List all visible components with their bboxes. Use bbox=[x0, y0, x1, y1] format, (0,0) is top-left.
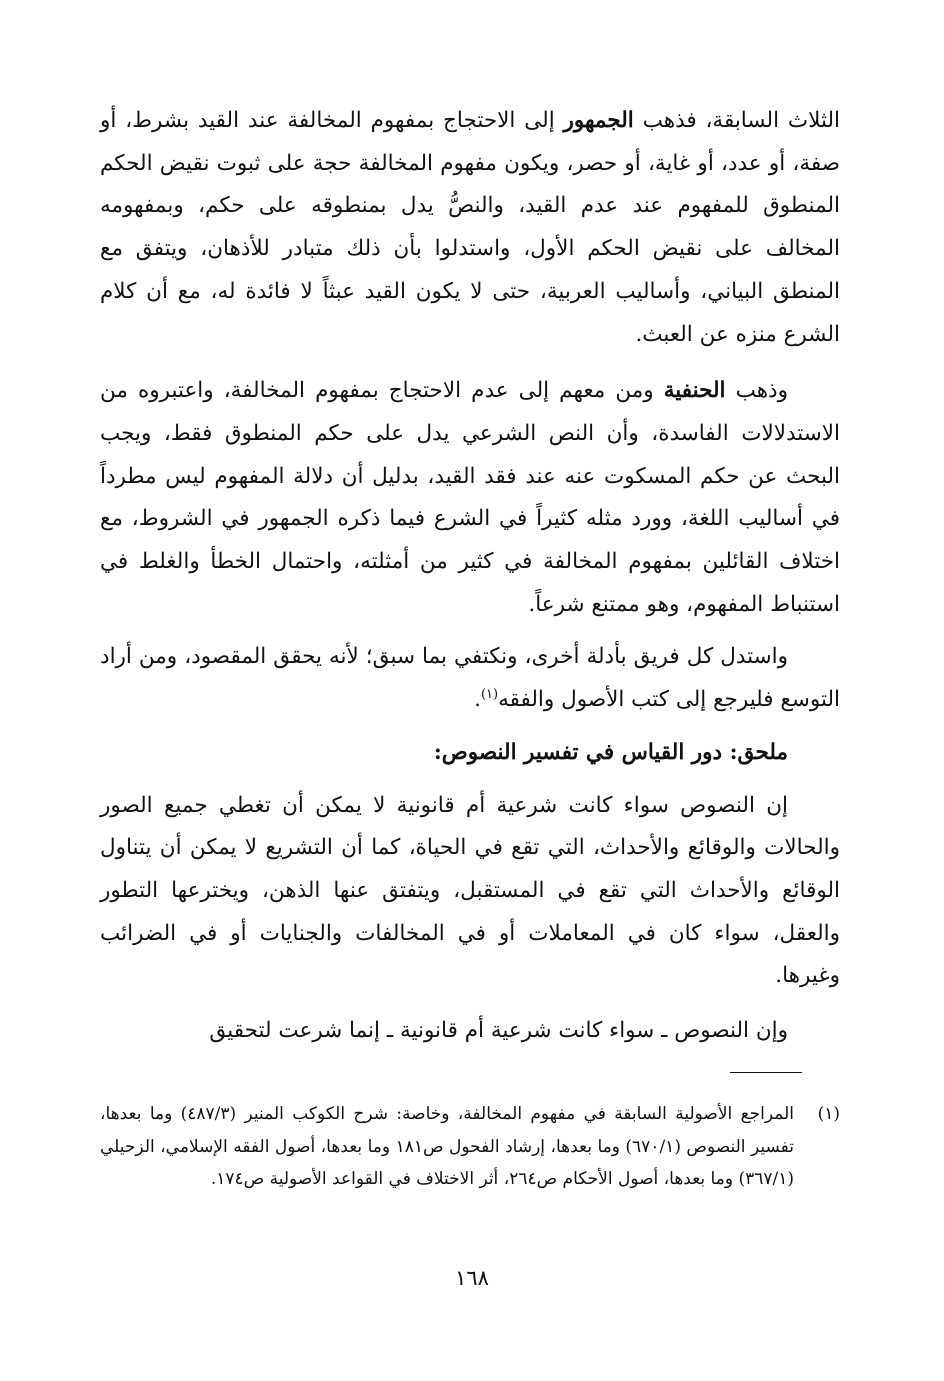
term-jumhur: الجمهور bbox=[563, 108, 634, 133]
paragraph-5 bbox=[100, 1010, 840, 1053]
term-hanafiyya: الحنفية bbox=[663, 378, 726, 404]
footnote-text: المراجع الأصولية السابقة في مفهوم المخالفة، وخاصة: شرح الكوكب المنير (٤٨٧/٣) وما بعدها، تفسير النصوص (٦٧٠/١) وما بعدها، إرشاد الفحول ص١٨١ وما بعدها، أصول الفقه الإسلامي، الزحيلي (٣٦٧/١) وما بعدها، أصول الأحكام ص٢٦٤، أثر الاختلاف في القواعد الأصولية ص١٧٤. bbox=[100, 1104, 794, 1189]
paragraph-4 bbox=[100, 785, 840, 999]
paragraph-3-text: واستدل كل فريق بأدلة أخرى، ونكتفي بما سبق؛ لأنه يحقق المقصود، ومن أراد التوسع فليرجع إلى كتب الأصول والفقه bbox=[100, 644, 840, 713]
page-number: ١٦٨ bbox=[455, 1266, 489, 1290]
paragraph-2 bbox=[100, 370, 840, 626]
paragraph-4-text: إن النصوص سواء كانت شرعية أم قانونية لا يمكن أن تغطي جميع الصور والحالات والوقائع والأحداث، التي تقع في الحياة، كما أن التشريع لا يمكن أن يتناول الوقائع والأحداث التي تقع في المستقبل، ويتفتق عنها الذهن، ويخترعها التطور والعقل، سواء كان في المعاملات أو في المخالفات والجنايات أو في الضرائب وغيرها. bbox=[100, 792, 840, 989]
main-text bbox=[100, 100, 840, 1053]
paragraph-2-text-b: ومن معهم إلى عدم الاحتجاج بمفهوم المخالفة، واعتبروه من الاستدلالات الفاسدة، وأن النص الشرعي يدل على حكم المنطوق فقط، ويجب البحث عن حكم المسكوت عنه عند فقد القيد، بدليل أن دلالة المفهوم ليس مطرداً في أساليب اللغة، وورد مثله كثيراً في الشرع فيما ذكره الجمهور في الشروط، مع اختلاف القائلين بمفهوم المخالفة في كثير من أمثلته، واحتمال الخطأ والغلط في استنباط المفهوم، وهو ممتنع شرعاً. bbox=[100, 378, 840, 617]
footnote-number: (١) bbox=[817, 1104, 840, 1124]
footnotes bbox=[100, 1098, 840, 1196]
footnote-1 bbox=[100, 1098, 840, 1196]
section-heading: ملحق: دور القياس في تفسير النصوص: bbox=[433, 739, 788, 765]
paragraph-3 bbox=[100, 636, 840, 721]
footnote-separator bbox=[730, 1072, 802, 1073]
paragraph-5-text: وإن النصوص ـ سواء كانت شرعية أم قانونية ـ إنما شرعت لتحقيق bbox=[209, 1018, 788, 1044]
paragraph-1-text-a: الثلاث السابقة، فذهب bbox=[633, 108, 840, 133]
paragraph-2-text-a: وذهب bbox=[725, 378, 788, 404]
paragraph-1 bbox=[100, 100, 840, 356]
paragraph-1-text-b: إلى الاحتجاج بمفهوم المخالفة عند القيد بشرط، أو صفة، أو عدد، أو غاية، أو حصر، ويكون مفهوم المخالفة حجة على ثبوت نقيض الحكم المنطوق للمفهوم عند عدم القيد، والنصُّ يدل بمنطوقه على حكم، وبمفهومه المخالف على نقيض الحكم الأول، واستدلوا بأن ذلك متبادر للأذهان، ويتفق مع المنطق البياني، وأساليب العربية، حتى لا يكون القيد عبثاً لا فائدة له، مع أن كلام الشرع منزه عن العبث. bbox=[100, 108, 840, 347]
paragraph-3-end: . bbox=[474, 687, 481, 713]
footnote-reference: (١) bbox=[480, 686, 499, 702]
